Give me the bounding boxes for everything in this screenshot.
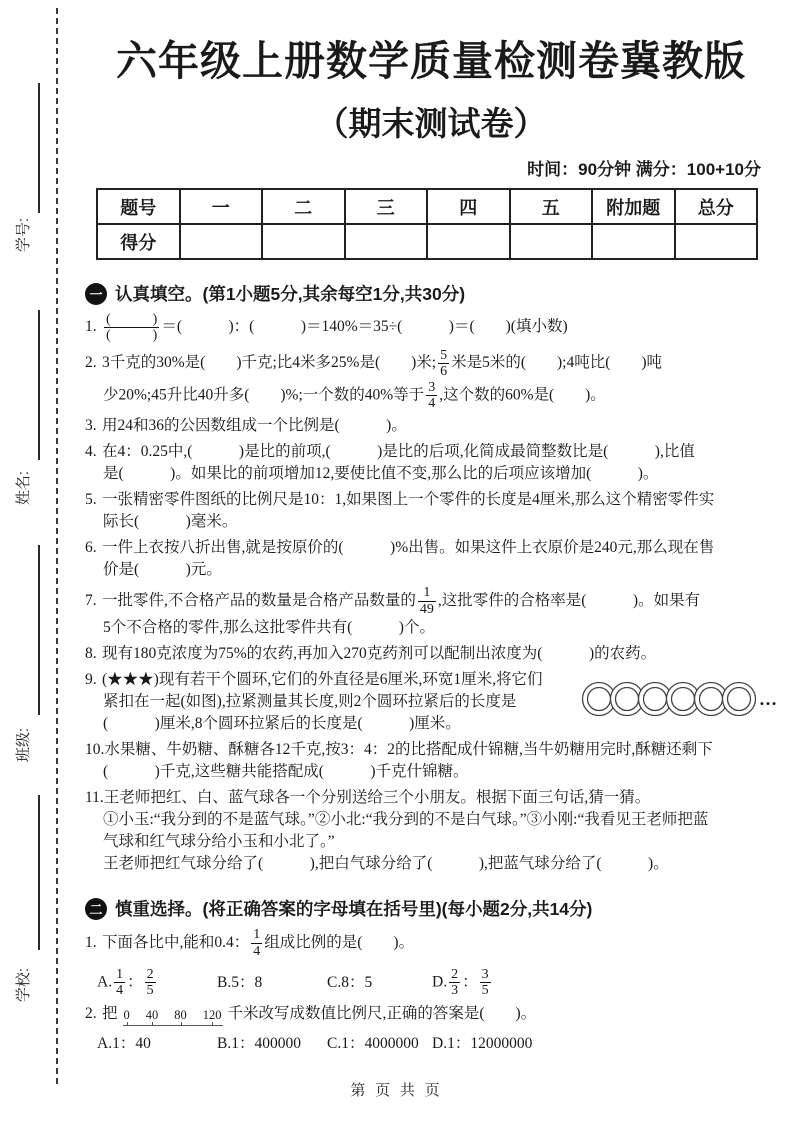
score-table-header: 二 (262, 189, 345, 224)
question-text: 一批零件,不合格产品的数量是合格产品数量的 $\frac{1}{49}$ ,这批零件的合格率是( )。如果有 (102, 585, 701, 617)
question (85, 441, 777, 485)
question (85, 585, 777, 639)
score-cell (427, 224, 510, 259)
score-cell (675, 224, 758, 259)
scale-bar: 0 40 80 120 (123, 1009, 223, 1026)
question (85, 489, 777, 533)
section-1-badge-icon: 一 (85, 283, 107, 305)
exam-paper (85, 0, 777, 1055)
score-table-header: 四 (427, 189, 510, 224)
fraction: $\frac{3}{4}$ (428, 379, 436, 411)
page-subtitle: （期末测试卷） (315, 105, 547, 142)
rings-drawing (581, 671, 757, 727)
score-cell (262, 224, 345, 259)
section-2-title: 慎重选择。(将正确答案的字母填在括号里)(每小题2分,共14分) (115, 899, 593, 920)
question-text: 一件上衣按八折出售,就是按原价的( )%出售。如果这件上衣原价是240元,那么现在售 (102, 539, 715, 557)
cut-line (56, 8, 58, 1084)
question-text: 下面各比中,能和0.4： $\frac{1}{4}$ 组成比例的是( )。 (102, 927, 415, 959)
question-text: 现有180克浓度为75%的农药,再加入270克药剂可以配制出浓度为( )的农药。 (102, 645, 657, 663)
fraction: $\frac{2}{3}$ (451, 966, 459, 999)
student-name-label: 姓名: (15, 470, 32, 506)
fraction: $\frac{2}{5}$ (146, 966, 154, 999)
fraction: $\frac{( )}{( )}$ (106, 312, 158, 344)
question-text: 用24和36的公因数组成一个比例是( )。 (102, 417, 407, 435)
option-c: C.1：4000000 (327, 1034, 419, 1052)
score-table (96, 188, 758, 260)
question-text: ①小玉:“我分到的不是蓝气球。”②小北:“我分到的不是白气球。”③小刚:“我看见王老师把蓝 (103, 811, 709, 829)
question-text: $\frac{( )}{( )}$ ＝( )：( )＝140%＝35÷( )＝( )(填小数) (106, 312, 568, 344)
option-d: D.1：12000000 (432, 1034, 533, 1052)
section-2-badge-icon: 二 (85, 898, 107, 920)
question (85, 739, 777, 783)
fraction: $\frac{5}{6}$ (440, 347, 448, 380)
class-label: 班级: (15, 727, 32, 763)
question-text: (★★★)现有若干个圆环,它们的外直径是6厘米,环宽1厘米,将它们 (102, 671, 543, 689)
question-text: ( )厘米,8个圆环拉紧后的长度是( )厘米。 (103, 715, 461, 733)
section-2-heading (85, 896, 777, 921)
question-text: 5个不合格的零件,那么这批零件共有( )个。 (103, 619, 435, 637)
question (85, 348, 777, 412)
score-cell (592, 224, 675, 259)
question (85, 643, 777, 665)
option-d: D. $\frac{2}{3}$ ： $\frac{3}{5}$ (432, 966, 489, 999)
question-text: 是( )。如果比的前项增加12,要使比值不变,那么比的后项应该增加( )。 (103, 465, 659, 483)
score-table-header: 题号 (97, 189, 180, 224)
exam-meta: 时间：90分钟 满分：100+10分 (527, 160, 761, 179)
question-number: 8. (85, 645, 97, 663)
question-text: 把 0 40 80 120 千米改写成数值比例尺,正确的答案是( )。 (102, 1005, 536, 1022)
question-text: 3千克的30%是( )千克;比4米多25%是( )米; $\frac{5}{6}$ 米是5米的( );4吨比( )吨 (102, 347, 663, 380)
score-table-header: 五 (510, 189, 593, 224)
score-table-header-row (97, 189, 757, 224)
score-cell (180, 224, 263, 259)
question-number: 1. (85, 933, 97, 951)
fraction: $\frac{1}{4}$ (253, 927, 261, 959)
score-cell (510, 224, 593, 259)
question-number: 1. (85, 318, 97, 336)
options-row (85, 1033, 777, 1055)
question-text: 水果糖、牛奶糖、酥糖各12千克,按3：4：2的比搭配成什锦糖,当牛奶糖用完时,酥糖还剩下 (104, 741, 713, 759)
interlocked-rings-illustration (581, 671, 777, 727)
score-cell (345, 224, 428, 259)
question-text: 少20%;45升比40升多( )%;一个数的40%等于 $\frac{3}{4}$ ,这个数的60%是( )。 (103, 379, 606, 411)
fraction: $\frac{1}{4}$ (116, 966, 124, 999)
option-a: A.1：40 (97, 1034, 151, 1052)
option-a: A. $\frac{1}{4}$ ： $\frac{2}{5}$ (97, 966, 154, 999)
question-text: 际长( )毫米。 (103, 513, 238, 531)
question-number: 5. (85, 491, 97, 509)
question-number: 3. (85, 417, 97, 435)
question (85, 787, 777, 875)
class-answer-line (38, 545, 40, 715)
question-number: 2. (85, 354, 97, 372)
question (85, 1003, 777, 1055)
question-text: 价是( )元。 (103, 561, 222, 579)
footer-page-info: 第 页 共 页 (350, 1083, 443, 1099)
question-text: 紧扣在一起(如图),拉紧测量其长度,则2个圆环拉紧后的长度是 (103, 693, 517, 711)
question (85, 537, 777, 581)
options-row (85, 967, 777, 999)
score-row-label: 得分 (97, 224, 180, 259)
question-number: 7. (85, 591, 97, 609)
option-c: C.8：5 (327, 973, 373, 991)
option-b: B.5：8 (217, 973, 263, 991)
section-1-questions (85, 312, 777, 875)
student-id-answer-line (38, 83, 40, 213)
score-table-header: 附加题 (592, 189, 675, 224)
question-text: 王老师把红气球分给了( ),把白气球分给了( ),把蓝气球分给了( )。 (103, 855, 669, 873)
score-table-score-row (97, 224, 757, 259)
score-table-header: 三 (345, 189, 428, 224)
fraction: $\frac{3}{5}$ (481, 966, 489, 999)
question (85, 312, 777, 344)
question (85, 415, 777, 437)
student-name-answer-line (38, 310, 40, 460)
school-answer-line (38, 795, 40, 950)
question-number: 9. (85, 671, 97, 689)
question-text: 气球和红气球分给小玉和小北了。” (103, 833, 335, 851)
score-table-header: 一 (180, 189, 263, 224)
student-id-label: 学号: (15, 217, 32, 253)
school-label: 学校: (15, 967, 32, 1003)
section-1-title: 认真填空。(第1小题5分,其余每空1分,共30分) (115, 284, 466, 304)
fraction: $\frac{1}{49}$ (419, 585, 434, 617)
question-number: 4. (85, 443, 97, 461)
question-text: ( )千克,这些糖共能搭配成( )千克什锦糖。 (103, 763, 469, 781)
rings-ellipsis: … (759, 689, 777, 710)
section-1-heading (85, 281, 777, 306)
score-table-header: 总分 (675, 189, 758, 224)
page-title: 六年级上册数学质量检测卷冀教版 (116, 38, 746, 84)
question-number: 11. (85, 789, 104, 807)
question-text: 一张精密零件图纸的比例尺是10：1,如果图上一个零件的长度是4厘米,那么这个精密零件实 (102, 491, 715, 509)
question (85, 927, 777, 999)
question-text: 在4：0.25中,( )是比的前项,( )是比的后项,化简成最简整数比是( ),比值 (102, 443, 695, 461)
section-2-questions (85, 927, 777, 1055)
question-number: 2. (85, 1004, 97, 1022)
question-number: 10. (85, 741, 105, 759)
question (85, 669, 777, 735)
option-b: B.1：400000 (217, 1034, 301, 1052)
question-number: 6. (85, 539, 97, 557)
question-text: 王老师把红、白、蓝气球各一个分别送给三个小朋友。根据下面三句话,猜一猜。 (103, 789, 651, 807)
